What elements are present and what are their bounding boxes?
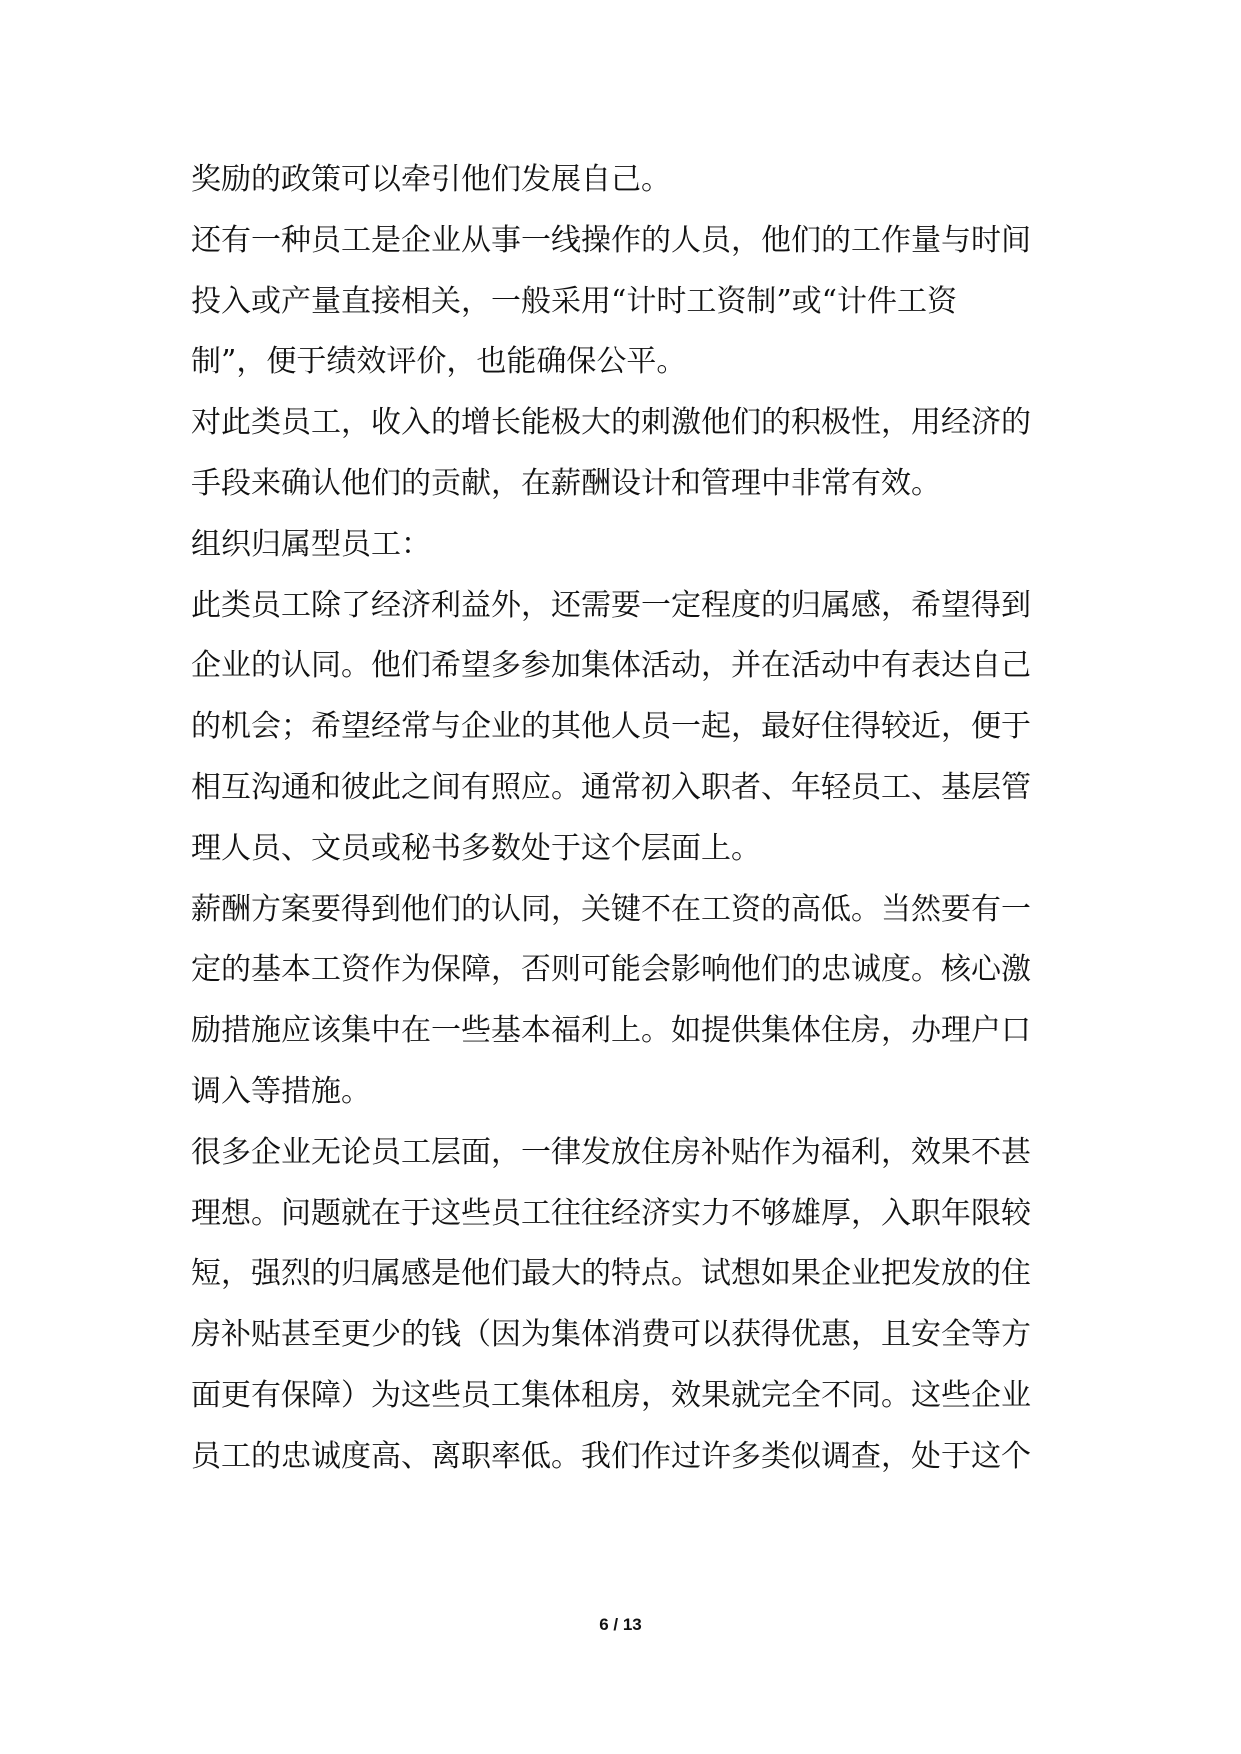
text-line: 此类员工除了经济利益外，还需要一定程度的归属感，希望得到	[191, 587, 1031, 623]
text-line: 理想。问题就在于这些员工往往经济实力不够雄厚，入职年限较	[191, 1195, 1031, 1231]
text-line: 很多企业无论员工层面，一律发放住房补贴作为福利，效果不甚	[191, 1134, 1031, 1170]
text-line: 理人员、文员或秘书多数处于这个层面上。	[191, 830, 761, 866]
text-line: 房补贴甚至更少的钱（因为集体消费可以获得优惠，且安全等方	[191, 1317, 1031, 1353]
page-number: 6 / 13	[599, 1615, 642, 1634]
text-line: 对此类员工，收入的增长能极大的刺激他们的积极性，用经济的	[191, 405, 1031, 441]
text-line: 手段来确认他们的贡献，在薪酬设计和管理中非常有效。	[191, 465, 941, 501]
text-line: 投入或产量直接相关，一般采用“计时工资制”或“计件工资	[191, 283, 958, 319]
text-line: 还有一种员工是企业从事一线操作的人员，他们的工作量与时间	[191, 222, 1031, 258]
text-line: 面更有保障）为这些员工集体租房，效果就完全不同。这些企业	[191, 1377, 1031, 1413]
text-line: 奖励的政策可以牵引他们发展自己。	[191, 162, 671, 197]
text-line: 相互沟通和彼此之间有照应。通常初入职者、年轻员工、基层管	[191, 769, 1031, 805]
text-line: 制”，便于绩效评价，也能确保公平。	[191, 344, 687, 380]
section-heading: 组织归属型员工：	[191, 526, 431, 562]
text-line: 企业的认同。他们希望多参加集体活动，并在活动中有表达自己	[191, 648, 1031, 684]
text-line: 薪酬方案要得到他们的认同，关键不在工资的高低。当然要有一	[191, 891, 1031, 927]
text-line: 员工的忠诚度高、离职率低。我们作过许多类似调查，处于这个	[191, 1438, 1031, 1474]
text-line: 短，强烈的归属感是他们最大的特点。试想如果企业把发放的住	[191, 1256, 1031, 1292]
text-line: 调入等措施。	[191, 1073, 371, 1109]
body-text	[191, 150, 1061, 1488]
text-line: 励措施应该集中在一些基本福利上。如提供集体住房，办理户口	[191, 1013, 1031, 1049]
text-line: 的机会；希望经常与企业的其他人员一起，最好住得较近，便于	[191, 709, 1031, 745]
text-line: 定的基本工资作为保障，否则可能会影响他们的忠诚度。核心激	[191, 952, 1031, 988]
